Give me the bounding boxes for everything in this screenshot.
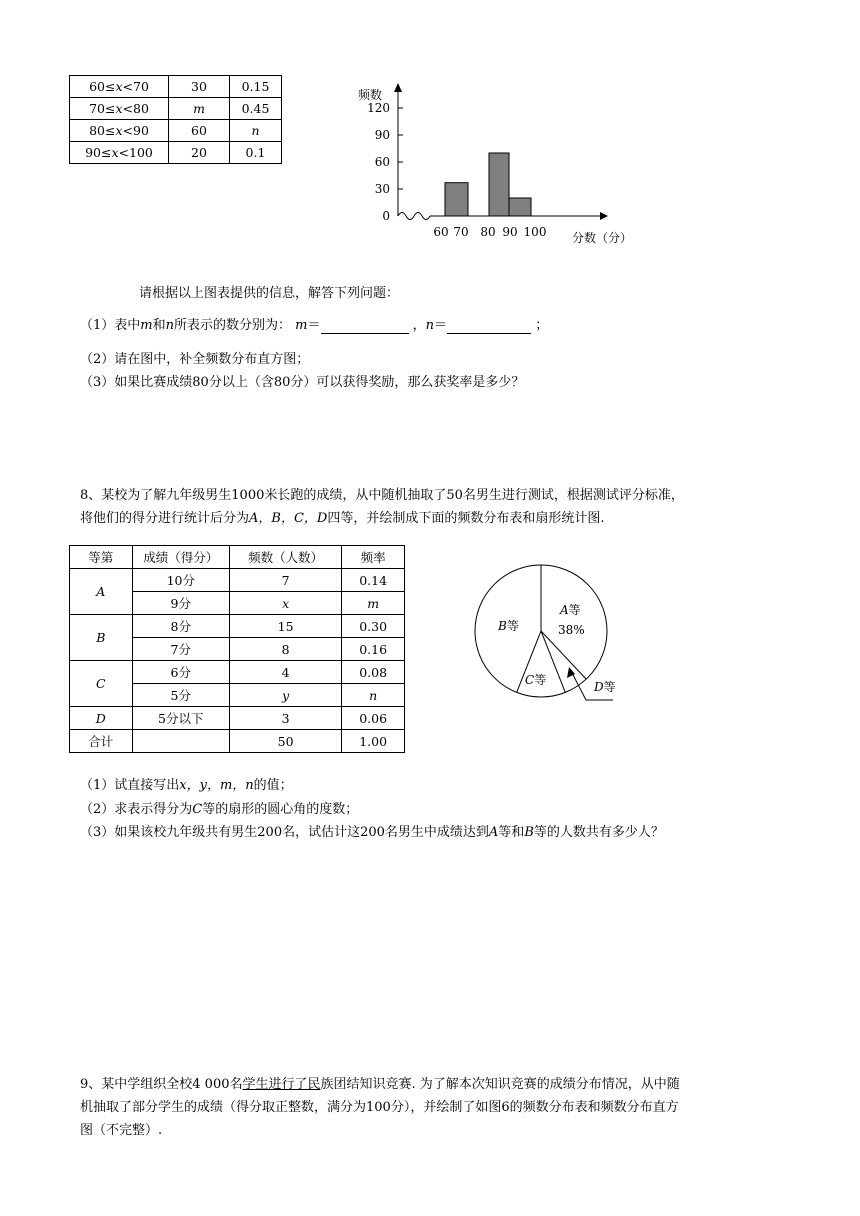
freq-cell: 7 (229, 569, 341, 592)
frequency-histogram (350, 75, 650, 250)
rate-cell: m (342, 592, 405, 615)
rate-cell: 0.1 (230, 142, 282, 164)
q8-stem-line-1: 8、某校为了解九年级男生1000米长跑的成绩，从中随机抽取了50名男生进行测试，根据测试评分标准， (80, 488, 684, 503)
pie-label-d: D等 (594, 680, 616, 694)
pie-label-c: C等 (525, 673, 547, 687)
pie-label-a: A等 (560, 603, 581, 617)
header-cell: 等第 (70, 546, 133, 569)
q7-intro: 请根据以上图表提供的信息，解答下列问题： (139, 286, 400, 301)
pie-label-b: B等 (498, 619, 519, 633)
header-cell: 成绩（得分） (132, 546, 229, 569)
freq-cell: x (229, 592, 341, 615)
answer-blank-n[interactable] (447, 318, 531, 334)
freq-cell: 15 (229, 615, 341, 638)
table-row (70, 98, 282, 120)
histogram-bar (509, 198, 531, 216)
score-cell: 5分以下 (132, 707, 229, 730)
table-row (70, 76, 282, 98)
table-row (70, 615, 405, 638)
table-row (70, 569, 405, 592)
y-axis-arrow (394, 83, 402, 92)
total-label-cell: 合计 (70, 730, 133, 753)
header-cell: 频数（人数） (229, 546, 341, 569)
freq-cell: 20 (169, 142, 230, 164)
y-tick-label: 90 (374, 128, 390, 142)
rate-cell: n (342, 684, 405, 707)
rate-cell: 0.08 (342, 661, 405, 684)
range-cell: 90≤x<100 (70, 142, 169, 164)
range-cell: 80≤x<90 (70, 120, 169, 142)
frequency-table-2 (69, 545, 405, 753)
histogram-bar (489, 153, 509, 216)
answer-blank-m[interactable] (321, 318, 409, 334)
score-cell: 6分 (132, 661, 229, 684)
freq-cell: 8 (229, 638, 341, 661)
empty-cell (132, 730, 229, 753)
total-rate-cell: 1.00 (342, 730, 405, 753)
score-cell: 7分 (132, 638, 229, 661)
table-row (70, 142, 282, 164)
frequency-table-1 (69, 75, 282, 164)
rate-cell: 0.14 (342, 569, 405, 592)
table-total-row (70, 730, 405, 753)
q9-stem-line-1: 9、某中学组织全校4 000名学生进行了民族团结知识竞赛. 为了解本次知识竞赛的成绩分布情况，从中随 (80, 1077, 680, 1092)
x-axis-label: 分数（分） (572, 231, 633, 245)
x-tick-label: 90 (502, 225, 518, 239)
histogram-bar (445, 183, 468, 216)
x-axis-arrow (600, 212, 608, 220)
freq-cell: 30 (169, 76, 230, 98)
score-cell: 8分 (132, 615, 229, 638)
freq-cell: y (229, 684, 341, 707)
q8-stem-line-2: 将他们的得分进行统计后分为A，B，C，D四等，并绘制成下面的频数分布表和扇形统计图. (80, 511, 605, 526)
rate-cell: 0.06 (342, 707, 405, 730)
range-cell: 60≤x<70 (70, 76, 169, 98)
rate-cell: 0.16 (342, 638, 405, 661)
q9-stem-line-3: 图（不完整）. (80, 1123, 163, 1138)
total-freq-cell: 50 (229, 730, 341, 753)
freq-cell: 4 (229, 661, 341, 684)
range-cell: 70≤x<80 (70, 98, 169, 120)
y-tick-label: 60 (374, 155, 390, 169)
q9-stem-line-2: 机抽取了部分学生的成绩（得分取正整数，满分为100分），并绘制了如图6的频数分布表和频数分布直方 (80, 1100, 679, 1115)
freq-cell: 60 (169, 120, 230, 142)
grade-cell: B (70, 615, 133, 661)
y-tick-label: 0 (382, 209, 390, 223)
q8-question-3: （3）如果该校九年级共有男生200名，试估计这200名男生中成绩达到A等和B等的人数共有多少人？ (80, 825, 664, 840)
q7-question-2: （2）请在图中，补全频数分布直方图； (80, 352, 310, 367)
x-tick-label: 80 (480, 225, 496, 239)
rate-cell: 0.30 (342, 615, 405, 638)
x-tick-label: 70 (453, 225, 469, 239)
rate-cell: n (230, 120, 282, 142)
score-cell: 10分 (132, 569, 229, 592)
header-cell: 频率 (342, 546, 405, 569)
y-tick-label: 30 (374, 182, 390, 196)
table-row (70, 120, 282, 142)
q8-question-2: （2）求表示得分为C等的扇形的圆心角的度数； (80, 802, 359, 817)
table-row (70, 707, 405, 730)
grade-cell: A (70, 569, 133, 615)
q8-question-1: （1）试直接写出x，y，m，n的值； (80, 778, 293, 793)
x-tick-label: 100 (523, 225, 547, 239)
score-cell: 9分 (132, 592, 229, 615)
freq-cell: m (169, 98, 230, 120)
table-header-row (70, 546, 405, 569)
q7-question-1: （1）表中m和n所表示的数分别为： m＝ ，n＝ ； (80, 318, 549, 333)
pie-chart (470, 560, 640, 710)
axis-break (398, 213, 430, 220)
pie-label-a-percent: 38% (558, 623, 585, 637)
grade-cell: D (70, 707, 133, 730)
table-row (70, 661, 405, 684)
score-cell: 5分 (132, 684, 229, 707)
grade-cell: C (70, 661, 133, 707)
y-axis-label: 频数 (358, 88, 383, 102)
freq-cell: 3 (229, 707, 341, 730)
x-tick-label: 60 (433, 225, 449, 239)
y-tick-label: 120 (367, 101, 390, 115)
q7-question-3: （3）如果比赛成绩80分以上（含80分）可以获得奖励，那么获奖率是多少？ (80, 375, 525, 390)
rate-cell: 0.15 (230, 76, 282, 98)
rate-cell: 0.45 (230, 98, 282, 120)
